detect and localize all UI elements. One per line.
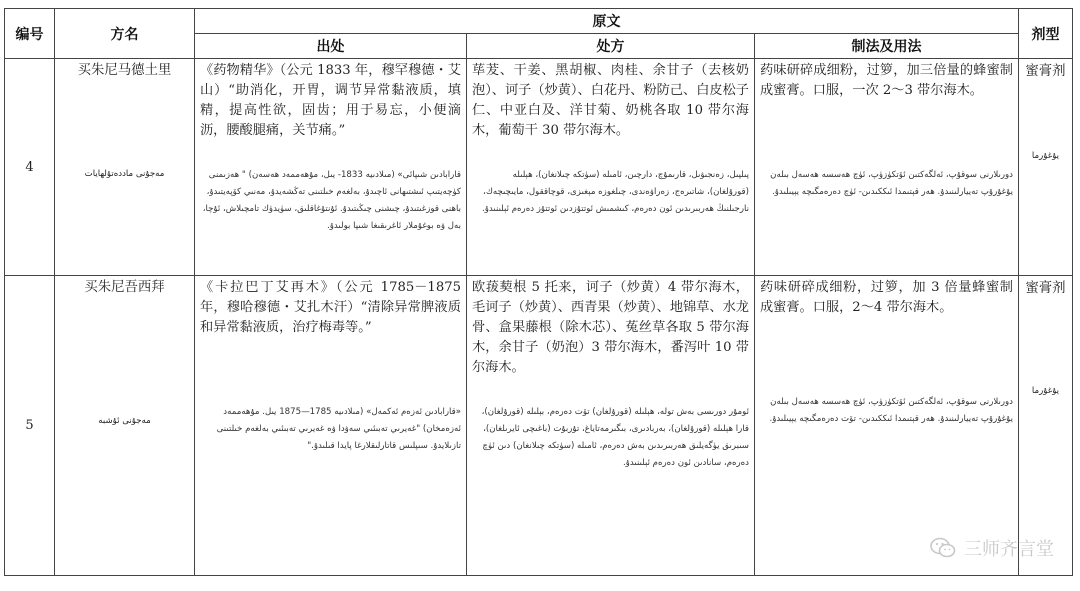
name-uyghur: مەجۇنى ماددەتۇلھايات <box>84 169 165 179</box>
prescription-chinese: 欧菝葜根 5 托来，诃子（炒黄）4 带尔海木，毛诃子（炒黄）、西青果（炒黄）、地锦草、水龙骨、盒果藤根（除木芯）、菟丝草各取 5 带尔海木，余甘子（奶泡）3 带尔海木，番泻叶 10 带尔海木。 <box>472 280 749 375</box>
method-cell <box>755 59 1019 276</box>
table-row <box>5 59 1073 276</box>
source-cell <box>195 276 467 576</box>
form-cell <box>1019 59 1073 276</box>
name-chinese: 买朱尼吾西拜 <box>84 280 165 295</box>
name-chinese: 买朱尼马德土里 <box>77 63 172 78</box>
form-chinese: 蜜膏剂 <box>1025 64 1066 79</box>
source-uyghur: قارابادىن شىپائى» (مىلادىيە 1833- يىل، مۇھەممەد ھەسەن) " ھەزىمنى كۈچەيتىپ ئىشتىھانى ئاچىدۇ، بەلغەم خىلتىنى تەڭشەيدۇ، مەنىي كۆپەيتىدۇ، باھنى قوزغىتىدۇ، چىشنى چىڭىتىدۇ. ئۇنتۇغاقلىق، سۈيدۈك تامچىلاش، ئۇچا، بەل ۋە بوغۇملار ئاغرىقىغا شىپا بولىدۇ. <box>202 170 461 231</box>
watermark <box>930 535 1054 561</box>
method-chinese: 药味研碎成细粉，过箩，加 3 倍量蜂蜜制成蜜膏。口服，2～4 带尔海木。 <box>760 280 1013 315</box>
prescription-uyghur: پىلپىل، زەنجىۋىل، قارىمۇچ، دارچىن، ئامىلە (سۈتكە چىلانغان)، ھېلىلە (قورۇلغان)، شاتىرەج، زەراۋەندى، چىلغوزە مېغىزى، قوچاققول، مايىچىچەك، نارجىلنىڭ ھەربىرىدىن ئون دەرەم، كىشمىش ئوتتۇزدىن ئوتتۇز دەرەم ئېلىنىدۇ. <box>481 170 749 214</box>
prescription-cell <box>467 276 755 576</box>
wechat-icon <box>930 537 956 559</box>
source-chinese: 《药物精华》（公元 1833 年，穆罕穆德・艾山）“助消化，开胃，调节异常黏液质，填精，提高性欲，固齿；用于易忘，小便滴沥，腰酸腿痛，关节痛。” <box>200 63 461 138</box>
header-prescription: 处方 <box>467 34 755 59</box>
row-number: 4 <box>5 59 55 276</box>
header-source: 出处 <box>195 34 467 59</box>
source-uyghur: «قارابادىن ئەزەم ئەكمەل» (مىلادىيە 1785—1875 يىل. مۇھەممەد ئەزەمخان) "غەيرىي تەبىئىي سەۋدا ۋە غەيرىي تەبىئىي بەلغەم خىلتىنى تازىلايدۇ. سىپلىس قاتارلىقلارغا پايدا قىلىدۇ." <box>216 407 461 451</box>
method-uyghur: دورىلارنى سوقۇپ، ئەلگەكتىن ئۆتكۈزۈپ، ئۈچ ھەسسە ھەسەل بىلەن يۇغۇرۇپ تەييارلىنىدۇ. ھەر قېتىمدا ئىككىدىن- تۆت دەرەمگىچە يېيىلىدۇ. <box>769 397 1013 424</box>
prescription-uyghur: ئومۇر دورىسى بەش تولە، ھېلىلە (قورۇلغان) تۆت دەرەم، بېلىلە (قورۇلغان)، قارا ھېلىلە (قورۇلغان)، بەربادىرى، بىگىرمەتاياغ، تۇربۇت (باغىچى ئايرىلغان)، سىبرىق يۈگەيلىق ھەربىرىدىن بەش دەرەم، ئامىلە (سۈتكە چىلانغان) دىن ئۈچ دەرەم، سانادىن ئون دەرەم ئېلىنىدۇ. <box>481 407 749 468</box>
row-number: 5 <box>5 276 55 576</box>
method-uyghur: دورىلارنى سوقۇپ، ئەلگەكتىن ئۆتكۈزۈپ، ئۈچ ھەسسە ھەسەل بىلەن يۇغۇرۇپ تەييارلىنىدۇ. ھەر قېتىمدا ئىككىدىن- ئۈچ دەرەمگىچە يېيىلىدۇ. <box>770 170 1013 197</box>
form-uyghur: يۇغۇرما <box>1031 386 1060 396</box>
table-row <box>5 276 1073 576</box>
form-cell <box>1019 276 1073 576</box>
header-method: 制法及用法 <box>755 34 1019 59</box>
form-chinese: 蜜膏剂 <box>1025 281 1066 296</box>
watermark-text: 三师齐言堂 <box>964 539 1054 560</box>
header-original: 原文 <box>195 9 1019 34</box>
header-no: 编号 <box>5 9 55 59</box>
name-cell <box>55 59 195 276</box>
method-cell <box>755 276 1019 576</box>
prescription-chinese: 荜茇、干姜、黑胡椒、肉桂、余甘子（去核奶泡）、诃子（炒黄）、白花丹、粉防己、白皮松子仁、中亚白及、洋甘菊、奶桃各取 10 带尔海木，葡萄干 30 带尔海木。 <box>472 63 749 138</box>
form-uyghur: يۇغۇرما <box>1031 151 1060 161</box>
source-chinese: 《卡拉巴丁艾再木》（公元 1785－1875 年，穆哈穆德・艾扎木汗）“清除异常脾液质和异常黏液质，治疗梅毒等。” <box>200 280 461 335</box>
header-form: 剂型 <box>1019 9 1073 59</box>
prescription-cell <box>467 59 755 276</box>
source-cell <box>195 59 467 276</box>
method-chinese: 药味研碎成细粉，过箩，加三倍量的蜂蜜制成蜜膏。口服，一次 2～3 带尔海木。 <box>760 63 1013 98</box>
header-name: 方名 <box>55 9 195 59</box>
prescription-table <box>4 8 1073 576</box>
name-uyghur: مەجۇنى ئۇشبە <box>98 416 151 426</box>
header-row-1 <box>5 9 1073 34</box>
name-cell <box>55 276 195 576</box>
